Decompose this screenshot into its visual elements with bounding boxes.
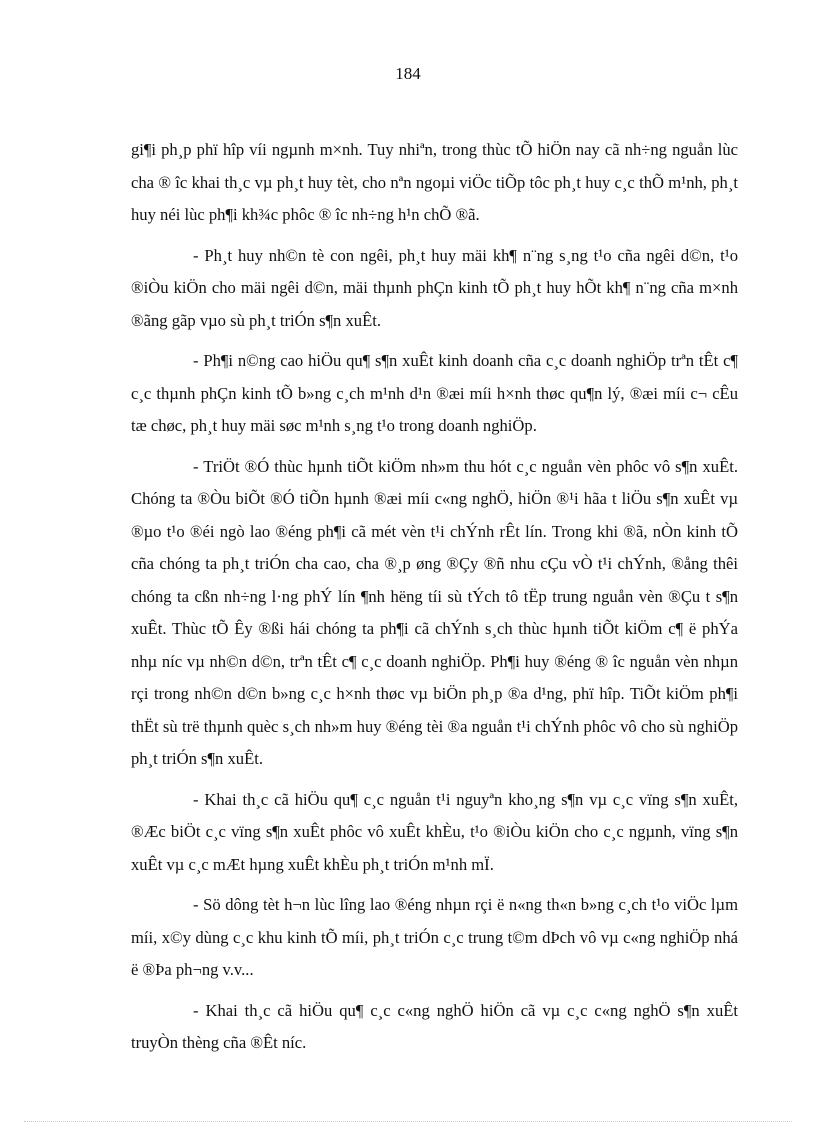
page-number: 184 xyxy=(395,64,421,83)
paragraph-technology: - Khai th¸c cã hiÖu qu¶ c¸c c«ng nghÖ hiÖn cã vµ c¸c c«ng nghÖ s¶n xuÊt truyÒn thèng cña ®Êt níc. xyxy=(131,1000,738,1052)
paragraph-continuation: gi¶i ph¸p phï hîp víi ngµnh m×nh. Tuy nhiªn, trong thùc tÕ hiÖn nay cã nh÷ng nguån lùc cha ® îc khai th¸c vµ ph¸t huy tèt, cho nªn ngoµi viÖc tiÕp tôc ph¸t huy c¸c thÕ m¹nh, ph¸t huy néi lùc ph¶i kh¾c phôc ® îc nh÷ng h¹n chÕ ®ã. xyxy=(131,140,738,224)
paragraph-rural-labor: - Sö dông tèt h¬n lùc lîng lao ®éng nhµn rçi ë n«ng th«n b»ng c¸ch t¹o viÖc lµm míi, x©y dùng c¸c khu kinh tÕ míi, ph¸t triÓn c¸c trung t©m dÞch vô vµ c«ng nghiÖp nhá ë ®Þa ph¬ng v.v... xyxy=(131,895,738,979)
page-bottom-border xyxy=(24,1121,792,1122)
paragraph-natural-resources: - Khai th¸c cã hiÖu qu¶ c¸c nguån t¹i nguyªn kho¸ng s¶n vµ c¸c vïng s¶n xuÊt, ®Æc biÖt c¸c vïng s¶n xuÊt phôc vô xuÊt khÈu, t¹o ®iÒu kiÖn cho c¸c ngµnh, vïng s¶n xuÊt vµ c¸c mÆt hµng xuÊt khÈu ph¸t triÓn m¹nh mÏ. xyxy=(131,789,738,874)
paragraph-human-factor: - Ph¸t huy nh©n tè con ngêi, ph¸t huy mäi kh¶ n¨ng s¸ng t¹o cña ngêi d©n, t¹o ®iÒu kiÖn cho mäi ngêi d©n, mäi thµnh phÇn kinh tÕ ph¸t huy hÕt kh¶ n¨ng cña m×nh ®ãng gãp vµo sù ph¸t triÓn s¶n xuÊt. xyxy=(131,245,738,330)
paragraph-saving-capital: - TriÖt ®Ó thùc hµnh tiÕt kiÖm nh»m thu hót c¸c nguån vèn phôc vô s¶n xuÊt. Chóng ta ®Òu biÕt ®Ó tiÕn hµnh ®æi míi c«ng nghÖ, hiÖn ®¹i hãa t liÖu s¶n xuÊt vµ ®µo t¹o ®éi ngò lao ®éng ph¶i cã mét vèn t¹i chÝnh rÊt lín. Trong khi ®ã, nÒn kinh tÕ cña chóng ta ph¸t triÓn cha cao, cha ®¸p øng ®Çy ®ñ nhu cÇu vÒ t¹i chÝnh, ®ång thêi chóng ta cßn nh÷ng l·ng phÝ lín ¶nh hëng tíi sù tÝch tô tËp trung nguån vèn ®Çu t s¶n xuÊt. Thùc tÕ Êy ®ßi hái chóng ta ph¶i cã chÝnh s¸ch thùc hµnh tiÕt kiÖm c¶ ë phÝa nhµ níc vµ nh©n d©n, trªn tÊt c¶ c¸c doanh nghiÖp. Ph¶i huy ®éng ® îc nguån vèn nhµn rçi trong nh©n d©n b»ng c¸c h×nh thøc vµ biÖn ph¸p ®a d¹ng, phï hîp. TiÕt kiÖm ph¶i thËt sù trë thµnh quèc s¸ch nh»m huy ®éng tèi ®a nguån t¹i chÝnh phôc vô cho sù nghiÖp ph¸t triÓn s¶n xuÊt. xyxy=(131,456,738,768)
body-text xyxy=(131,134,738,1068)
paragraph-business-efficiency: - Ph¶i n©ng cao hiÖu qu¶ s¶n xuÊt kinh doanh cña c¸c doanh nghiÖp trªn tÊt c¶ c¸c thµnh phÇn kinh tÕ b»ng c¸ch m¹nh d¹n ®æi míi h×nh thøc qu¶n lý, ®æi míi c¬ cÊu tæ chøc, ph¸t huy mäi søc m¹nh s¸ng t¹o trong doanh nghiÖp. xyxy=(131,351,738,435)
